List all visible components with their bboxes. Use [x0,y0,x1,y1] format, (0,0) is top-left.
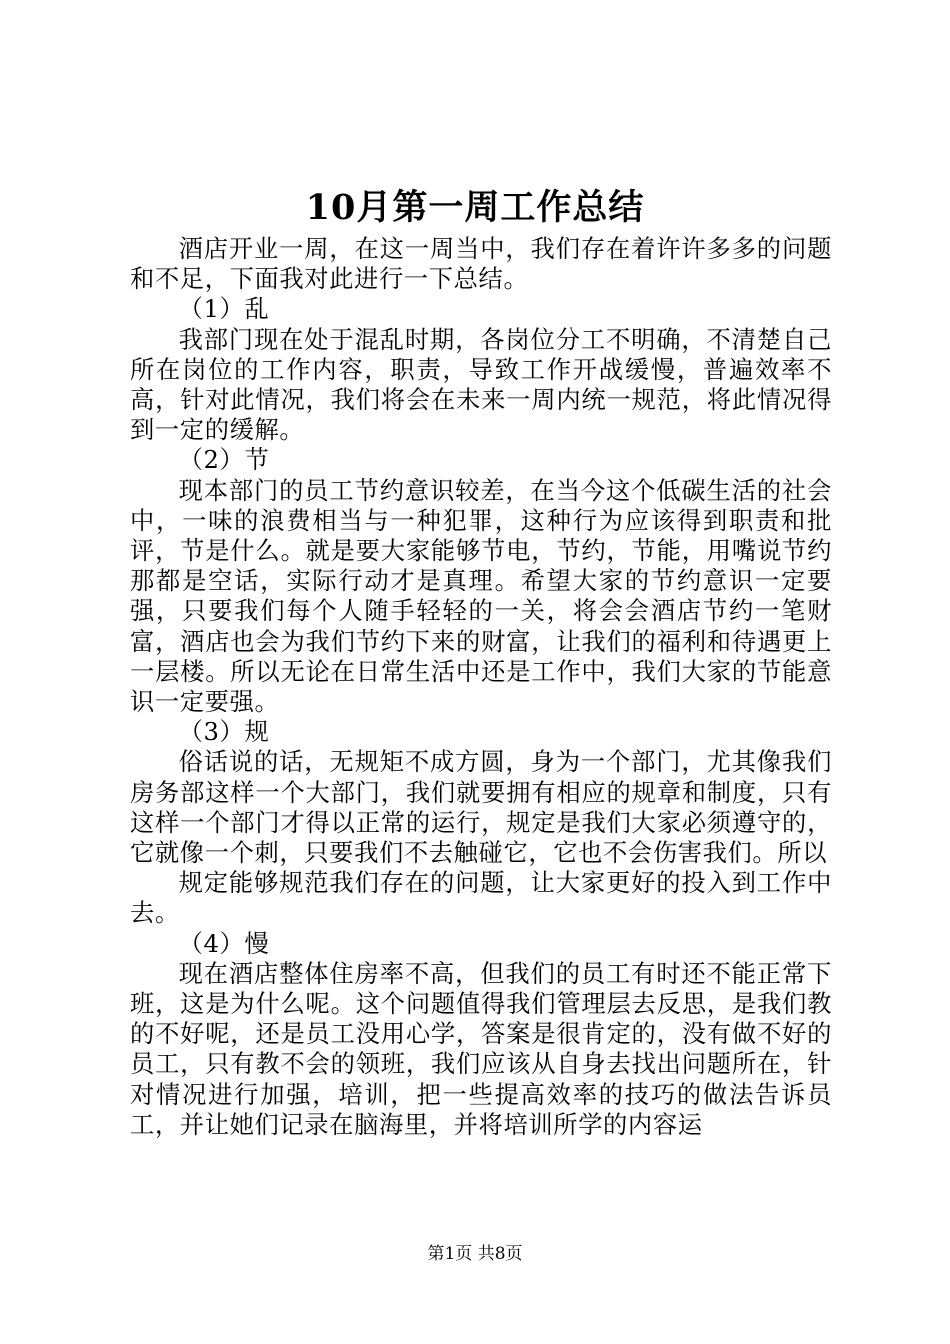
paragraph-section-1: 我部门现在处于混乱时期，各岗位分工不明确，不清楚自己所在岗位的工作内容，职责，导致工作开战缓慢，普遍效率不高，针对此情况，我们将会在未来一周内统一规范，将此情况得到一定的缓解。 [130,324,832,445]
paragraph-section-3-continued: 规定能够规范我们存在的问题，让大家更好的投入到工作中去。 [130,868,832,928]
paragraph-section-4: 现在酒店整体住房率不高，但我们的员工有时还不能正常下班，这是为什么呢。这个问题值得我们管理层去反思，是我们教的不好呢，还是员工没用心学，答案是很肯定的，没有做不好的员工，只有教不会的领班，我们应该从自身去找出问题所在，针对情况进行加强，培训，把一些提高效率的技巧的做法告诉员工，并让她们记录在脑海里，并将培训所学的内容运 [130,958,832,1139]
paragraph-intro: 酒店开业一周，在这一周当中，我们存在着许许多多的问题和不足，下面我对此进行一下总结。 [130,234,832,294]
section-heading-2: （2）节 [178,445,270,475]
section-heading-4: （4）慢 [178,928,270,958]
page-footer: 第1页 共8页 [427,1244,523,1264]
section-heading-1: （1）乱 [178,294,270,324]
section-heading-3: （3）规 [178,717,270,747]
document-body [130,234,832,1140]
document-title: 10月第一周工作总结 [305,187,645,228]
paragraph-section-3: 俗话说的话，无规矩不成方圆，身为一个部门，尤其像我们房务部这样一个大部门，我们就要拥有相应的规章和制度，只有这样一个部门才得以正常的运行，规定是我们大家必须遵守的，它就像一个刺，只要我们不去触碰它，它也不会伤害我们。所以 [130,747,832,868]
paragraph-section-2: 现本部门的员工节约意识较差，在当今这个低碳生活的社会中，一味的浪费相当与一种犯罪，这种行为应该得到职责和批评，节是什么。就是要大家能够节电，节约，节能，用嘴说节约那都是空话，实际行动才是真理。希望大家的节约意识一定要强，只要我们每个人随手轻轻的一关，将会会酒店节约一笔财富，酒店也会为我们节约下来的财富，让我们的福利和待遇更上一层楼。所以无论在日常生活中还是工作中，我们大家的节能意识一定要强。 [130,475,832,717]
